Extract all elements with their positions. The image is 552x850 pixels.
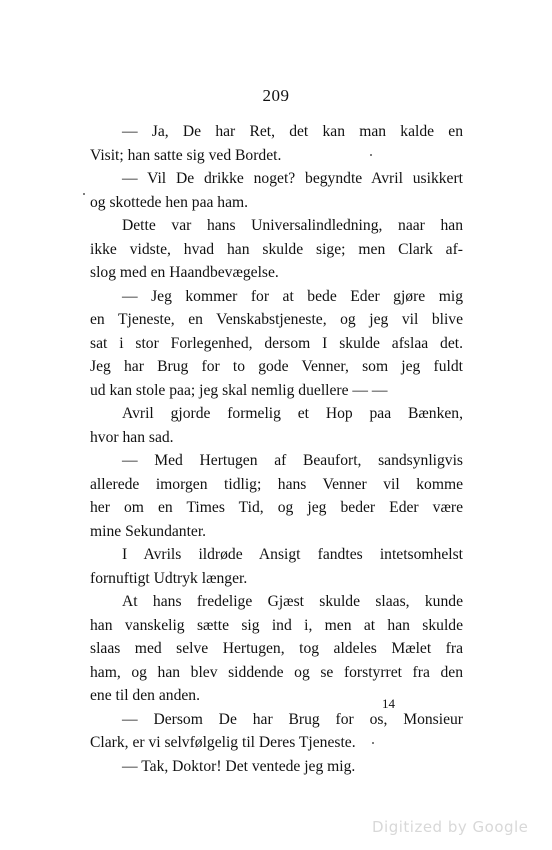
text-line: Clark, er vi selvfølgelig til Deres Tjeneste. <box>90 734 356 751</box>
text-line: — Med Hertugen af Beaufort, sandsynligvis <box>122 452 463 469</box>
text-line: — Ja, De har Ret, det kan man kalde en <box>122 123 463 140</box>
text-line: ikke vidste, hvad han skulde sige; men Clark af- <box>90 240 463 258</box>
text-line: ud kan stole paa; jeg skal nemlig duellere — — <box>90 381 388 399</box>
signature-mark: 14 <box>382 696 395 711</box>
watermark: Digitized by Google <box>372 818 529 836</box>
speck <box>370 154 372 156</box>
text-line: ene til den anden. <box>90 687 200 704</box>
text-line: fornuftigt Udtryk længer. <box>90 569 248 587</box>
text-line: en Tjeneste, en Venskabstjeneste, og jeg vil blive <box>90 311 463 328</box>
text-line: sat i stor Forlegenhed, dersom I skulde afslaa det. <box>90 334 463 352</box>
text-line: At hans fredelige Gjæst skulde slaas, kunde <box>122 593 463 610</box>
text-line: han vanskelig sætte sig ind i, men at han skulde <box>90 616 463 634</box>
text-line: slaas med selve Hertugen, tog aldeles Mælet fra <box>90 640 463 657</box>
text-line: ham, og han blev siddende og se forstyrret fra den <box>90 663 463 681</box>
text-line: — Jeg kommer for at bede Eder gjøre mig <box>122 287 463 305</box>
text-line: og skottede hen paa ham. <box>90 193 249 211</box>
text-line: Dette var hans Universalindledning, naar han <box>122 217 463 234</box>
speck <box>83 193 85 195</box>
text-line: Avril gjorde formelig et Hop paa Bænken, <box>122 405 463 422</box>
text-line: Visit; han satte sig ved Bordet. <box>90 146 282 164</box>
text-line: Jeg har Brug for to gode Venner, som jeg fuldt <box>90 358 463 375</box>
text-line: mine Sekundanter. <box>90 522 207 540</box>
text-line: allerede imorgen tidlig; hans Venner vil komme <box>90 475 463 493</box>
text-line: slog med en Haandbevægelse. <box>90 264 279 281</box>
text-line: her om en Times Tid, og jeg beder Eder være <box>90 499 463 516</box>
body-text <box>90 120 463 778</box>
text-line: I Avrils ildrøde Ansigt fandtes intetsomhelst <box>122 546 463 563</box>
text-line: — Vil De drikke noget? begyndte Avril usikkert <box>122 170 463 187</box>
speck <box>372 742 374 744</box>
text-line: — Tak, Doktor! Det ventede jeg mig. <box>122 757 356 775</box>
page-number: 209 <box>262 86 290 105</box>
text-line: — Dersom De har Brug for os, Monsieur <box>122 710 463 728</box>
text-line: hvor han sad. <box>90 428 174 446</box>
